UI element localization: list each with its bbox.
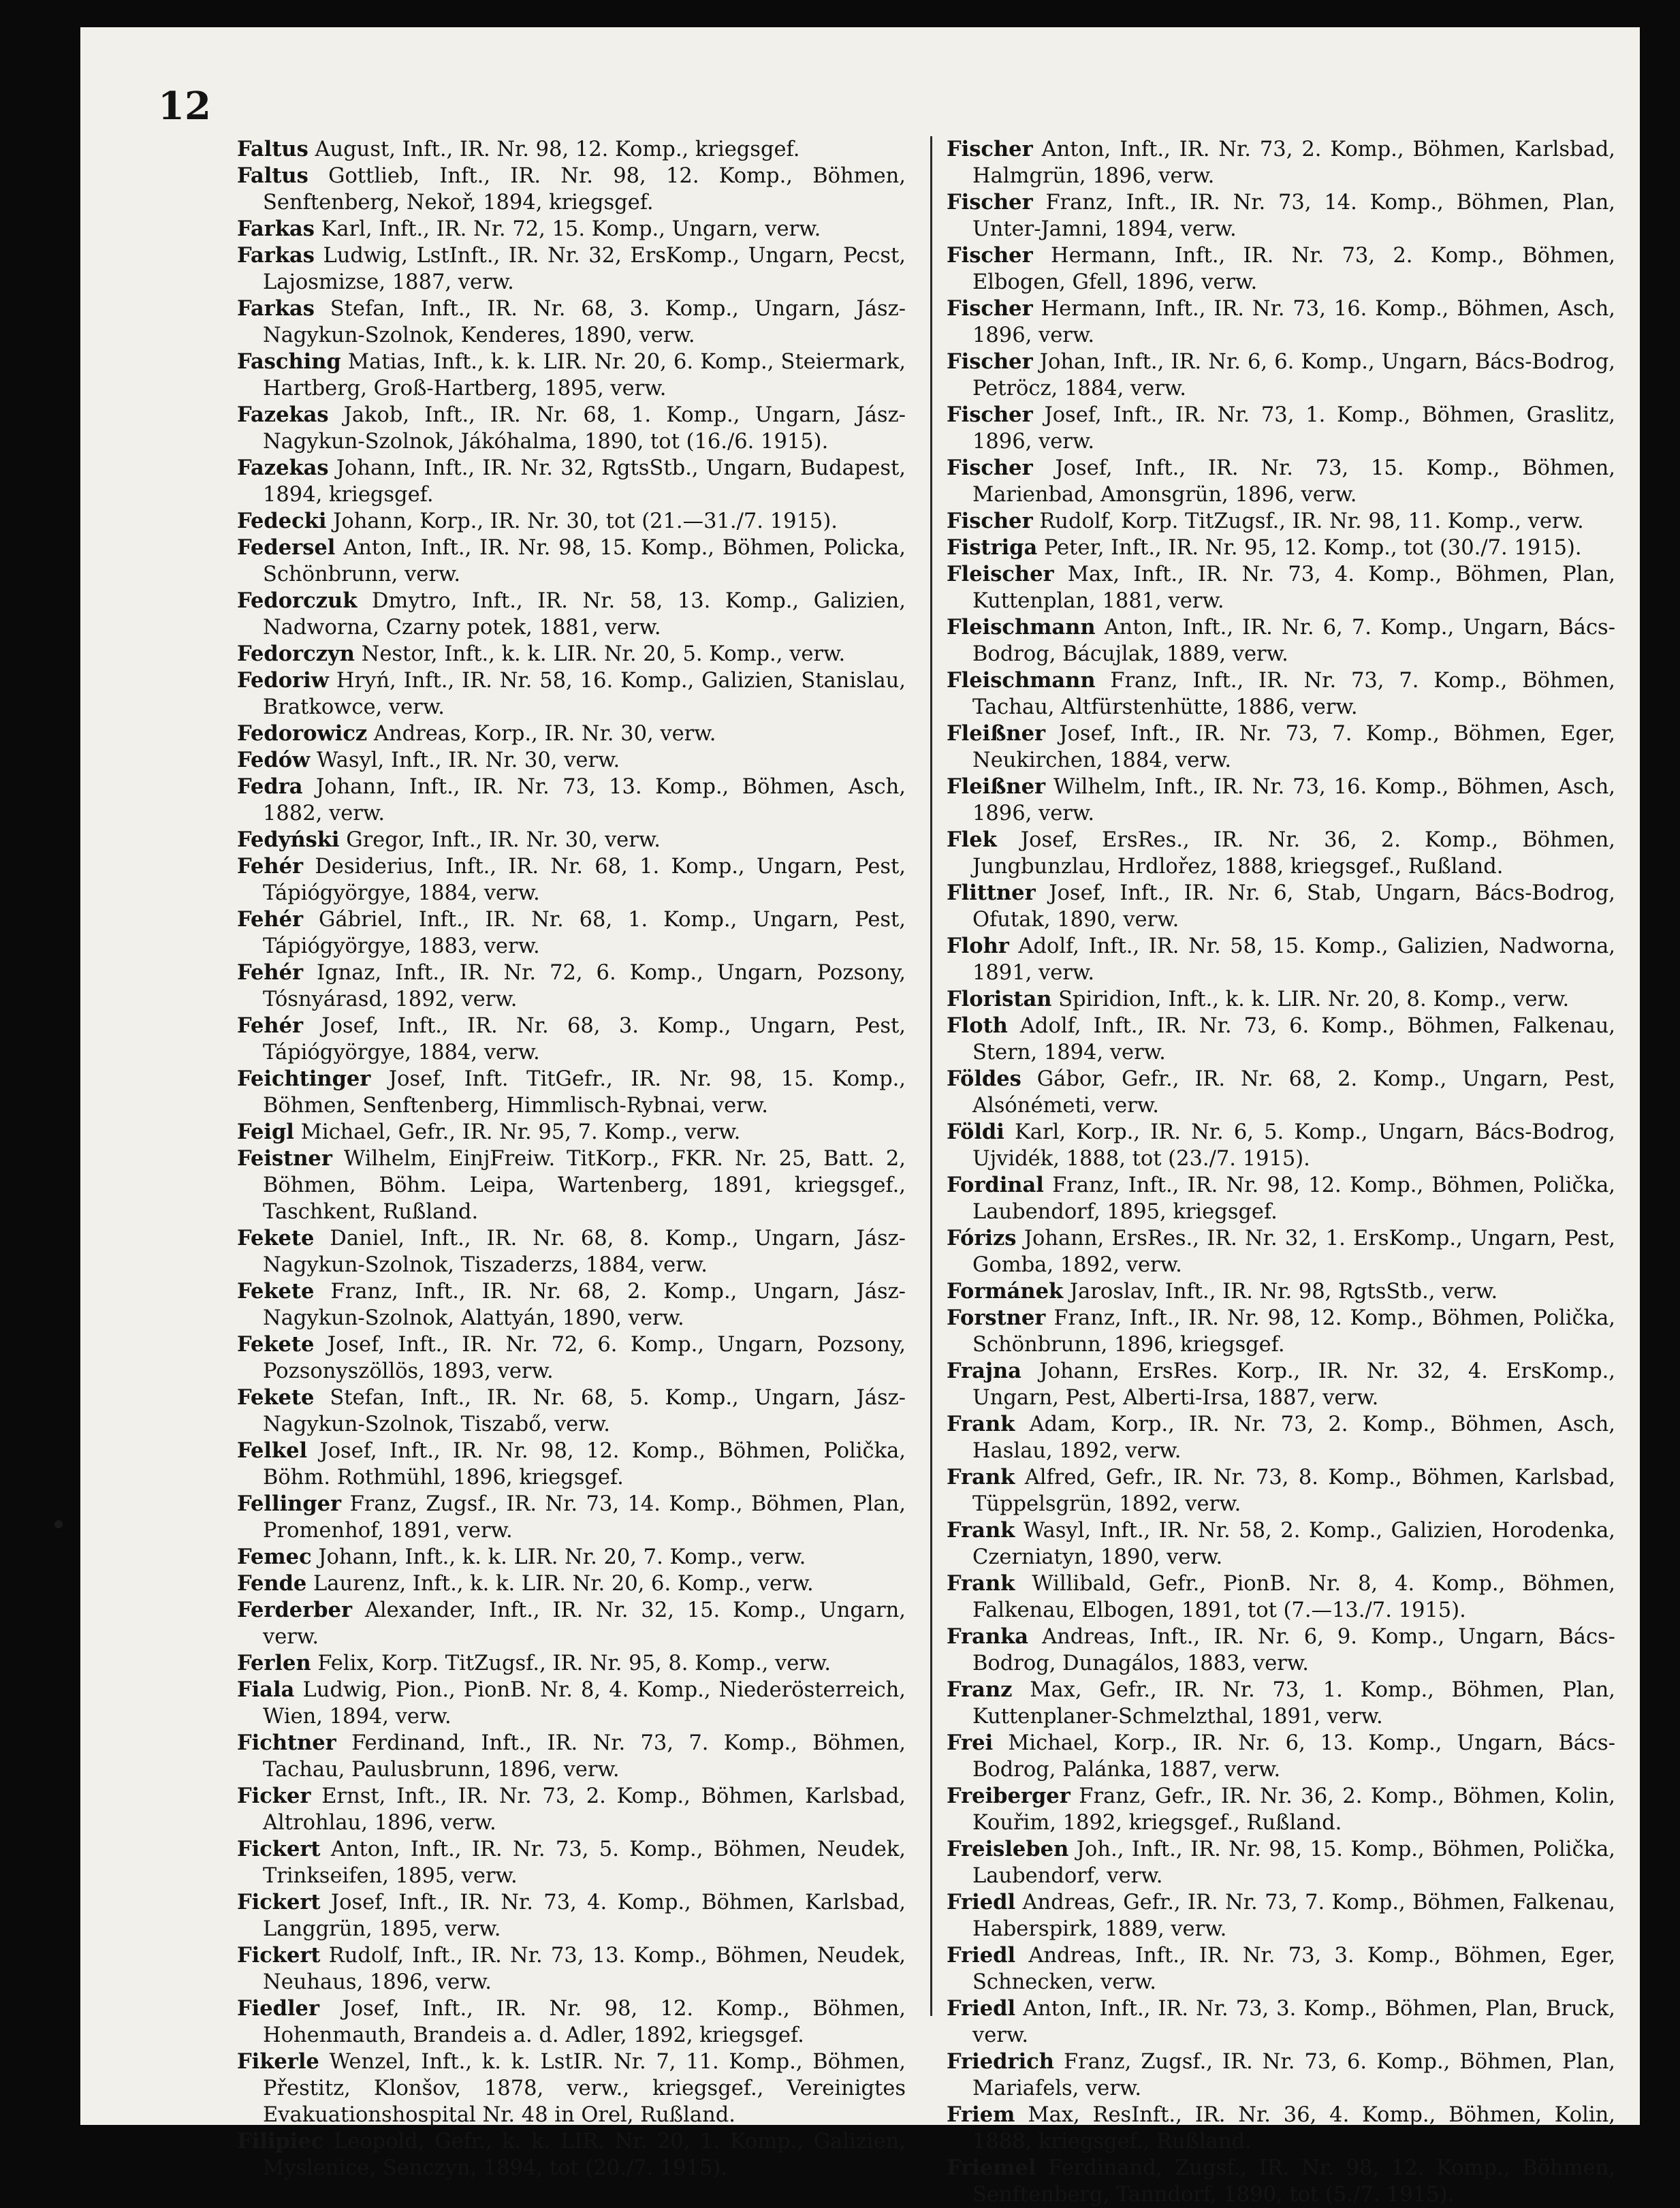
entry-surname: Fiala	[237, 1677, 295, 1702]
entry-details: Jakob, Inft., IR. Nr. 68, 1. Komp., Ungarn, Jász-Nagykun-Szolnok, Jákóhalma, 1890, tot (16./6. 1915).	[263, 403, 906, 454]
entry-surname: Fischer	[947, 349, 1033, 374]
entry-surname: Fleißner	[947, 774, 1046, 799]
entry-details: Michael, Gefr., IR. Nr. 95, 7. Komp., verw.	[300, 1120, 741, 1144]
entry-surname: Fehér	[237, 1013, 304, 1038]
entry-details: Gábor, Gefr., IR. Nr. 68, 2. Komp., Ungarn, Pest, Alsónémeti, verw.	[972, 1067, 1615, 1118]
entry-surname: Fischer	[947, 243, 1033, 268]
entry-details: Karl, Inft., IR. Nr. 72, 15. Komp., Ungarn, verw.	[321, 217, 821, 241]
entry-surname: Friem	[947, 2102, 1015, 2127]
entry-surname: Fleischmann	[947, 615, 1096, 640]
list-item	[947, 1278, 1615, 1305]
list-item	[237, 1730, 906, 1783]
list-item	[947, 1836, 1615, 1889]
list-item	[947, 1996, 1615, 2049]
entry-details: Josef, Inft., IR. Nr. 68, 3. Komp., Ungarn, Pest, Tápiógyörgye, 1884, verw.	[263, 1014, 906, 1064]
list-item	[947, 721, 1615, 774]
list-item	[947, 2155, 1615, 2208]
list-item	[237, 349, 906, 402]
entry-surname: Ferderber	[237, 1598, 353, 1622]
entry-details: Adolf, Inft., IR. Nr. 58, 15. Komp., Galizien, Nadworna, 1891, verw.	[972, 934, 1616, 985]
entry-surname: Fórizs	[947, 1226, 1017, 1250]
list-item	[947, 667, 1615, 721]
entry-surname: Fischer	[947, 190, 1033, 215]
list-item	[237, 1491, 906, 1544]
list-item	[237, 1331, 906, 1385]
entry-details: Andreas, Gefr., IR. Nr. 73, 7. Komp., Böhmen, Falkenau, Haberspirk, 1889, verw.	[972, 1891, 1615, 1941]
entry-details: Josef, Inft., IR. Nr. 98, 12. Komp., Böhmen, Polička, Böhm. Rothmühl, 1896, kriegsgef.	[263, 1439, 906, 1489]
entry-surname: Fellinger	[237, 1492, 342, 1516]
entry-details: Leopold, Gefr., k. k. LIR. Nr. 20, 1. Komp., Galizien, Myslenice, Senczyn, 1894, tot (20./7. 1915).	[263, 2130, 906, 2180]
list-item	[947, 614, 1615, 667]
entry-details: Stefan, Inft., IR. Nr. 68, 3. Komp., Ungarn, Jász-Nagykun-Szolnok, Kenderes, 1890, verw.	[263, 297, 906, 347]
entry-details: Franz, Zugsf., IR. Nr. 73, 6. Komp., Böhmen, Plan, Mariafels, verw.	[972, 2050, 1615, 2100]
entry-surname: Fekete	[237, 1279, 315, 1304]
list-item	[237, 1066, 906, 1119]
list-item	[947, 1517, 1615, 1571]
entry-surname: Freisleben	[947, 1837, 1069, 1861]
entry-details: Josef, Inft., IR. Nr. 72, 6. Komp., Ungarn, Pozsony, Pozsonyszöllös, 1893, verw.	[263, 1333, 906, 1383]
entry-details: Felix, Korp. TitZugsf., IR. Nr. 95, 8. Komp., verw.	[317, 1652, 831, 1675]
list-item	[947, 242, 1615, 296]
entry-details: Wasyl, Inft., IR. Nr. 58, 2. Komp., Galizien, Horodenka, Czerniatyn, 1890, verw.	[972, 1519, 1615, 1569]
entry-details: Anton, Inft., IR. Nr. 73, 2. Komp., Böhmen, Karlsbad, Halmgrün, 1896, verw.	[972, 138, 1615, 188]
entry-surname: Faltus	[237, 163, 308, 188]
entry-details: Max, ResInft., IR. Nr. 36, 4. Komp., Böhmen, Kolin, 1888, kriegsgef., Rußland.	[972, 2103, 1615, 2154]
list-item	[237, 588, 906, 641]
entry-surname: Fleischmann	[947, 668, 1096, 693]
entry-surname: Filipiec	[237, 2129, 324, 2154]
entry-surname: Fordinal	[947, 1173, 1044, 1197]
entry-surname: Frank	[947, 1412, 1015, 1436]
entry-details: Michael, Korp., IR. Nr. 6, 13. Komp., Ungarn, Bács-Bodrog, Palánka, 1887, verw.	[972, 1731, 1615, 1782]
entry-surname: Frei	[947, 1731, 994, 1755]
list-item	[237, 535, 906, 588]
entry-details: Rudolf, Korp. TitZugsf., IR. Nr. 98, 11. Komp., verw.	[1039, 509, 1584, 533]
entry-details: Gábriel, Inft., IR. Nr. 68, 1. Komp., Ungarn, Pest, Tápiógyörgye, 1883, verw.	[263, 908, 906, 958]
list-item	[237, 641, 906, 667]
entry-details: Josef, Inft., IR. Nr. 6, Stab, Ungarn, Bács-Bodrog, Ofutak, 1890, verw.	[972, 881, 1615, 932]
entry-details: Peter, Inft., IR. Nr. 95, 12. Komp., tot (30./7. 1915).	[1043, 536, 1582, 560]
list-item	[237, 1571, 906, 1597]
list-item	[947, 402, 1615, 455]
entry-surname: Fickert	[237, 1837, 321, 1861]
entry-surname: Freiberger	[947, 1784, 1071, 1808]
entry-details: Gottlieb, Inft., IR. Nr. 98, 12. Komp., Böhmen, Senftenberg, Nekoř, 1894, kriegsgef.	[263, 164, 906, 215]
list-item	[947, 1119, 1615, 1172]
entry-surname: Fleißner	[947, 721, 1046, 746]
list-item	[237, 1385, 906, 1438]
entry-surname: Frank	[947, 1571, 1015, 1596]
list-item	[237, 1597, 906, 1650]
entry-details: Gregor, Inft., IR. Nr. 30, verw.	[346, 828, 661, 852]
list-item	[947, 1013, 1615, 1066]
entry-details: Franz, Inft., IR. Nr. 98, 12. Komp., Böhmen, Polička, Schönbrunn, 1896, kriegsgef.	[972, 1306, 1616, 1357]
entry-details: Adolf, Inft., IR. Nr. 73, 6. Komp., Böhmen, Falkenau, Stern, 1894, verw.	[972, 1014, 1615, 1064]
list-item	[947, 1889, 1615, 1942]
list-item	[947, 508, 1615, 535]
entry-details: Ludwig, Pion., PionB. Nr. 8, 4. Komp., Niederösterreich, Wien, 1894, verw.	[263, 1678, 906, 1729]
entry-surname: Fischer	[947, 403, 1033, 427]
list-item	[947, 535, 1615, 561]
entry-details: Anton, Inft., IR. Nr. 6, 7. Komp., Ungarn, Bács-Bodrog, Bácujlak, 1889, verw.	[972, 616, 1616, 666]
list-item	[947, 1942, 1615, 1996]
entry-surname: Floristan	[947, 987, 1052, 1011]
list-item	[237, 1544, 906, 1571]
entry-details: Max, Inft., IR. Nr. 73, 4. Komp., Böhmen, Plan, Kuttenplan, 1881, verw.	[972, 563, 1615, 613]
entry-surname: Feistner	[237, 1146, 332, 1171]
entry-details: Johann, ErsRes., IR. Nr. 32, 1. ErsKomp., Ungarn, Pest, Gomba, 1892, verw.	[972, 1227, 1615, 1277]
list-item	[947, 827, 1615, 880]
list-item	[237, 1677, 906, 1730]
entry-details: Andreas, Inft., IR. Nr. 73, 3. Komp., Böhmen, Eger, Schnecken, verw.	[972, 1944, 1615, 1994]
entry-surname: Fedorczyn	[237, 642, 355, 666]
entry-surname: Fekete	[237, 1332, 315, 1357]
entry-surname: Friedl	[947, 1996, 1016, 2021]
entry-details: Daniel, Inft., IR. Nr. 68, 8. Komp., Ungarn, Jász-Nagykun-Szolnok, Tiszaderzs, 1884, verw.	[263, 1227, 906, 1277]
entry-details: Matias, Inft., k. k. LIR. Nr. 20, 6. Komp., Steiermark, Hartberg, Groß-Hartberg, 1895, verw.	[263, 350, 906, 400]
list-item	[237, 667, 906, 721]
list-item	[947, 1225, 1615, 1278]
entry-surname: Ficker	[237, 1784, 311, 1808]
entry-details: Johann, Inft., IR. Nr. 32, RgtsStb., Ungarn, Budapest, 1894, kriegsgef.	[263, 456, 906, 507]
list-item	[947, 2102, 1615, 2155]
list-item	[947, 1411, 1615, 1464]
list-item	[237, 960, 906, 1013]
entry-details: Franz, Gefr., IR. Nr. 36, 2. Komp., Böhmen, Kolin, Kouřim, 1892, kriegsgef., Rußland.	[972, 1784, 1615, 1835]
entry-surname: Fedra	[237, 774, 303, 799]
list-item	[237, 827, 906, 853]
entry-surname: Fichtner	[237, 1731, 336, 1755]
entry-surname: Fischer	[947, 509, 1033, 533]
entry-details: Wenzel, Inft., k. k. LstIR. Nr. 7, 11. Komp., Böhmen, Přestitz, Klonšov, 1878, verw., kriegsgef., Vereinigtes Evakuationshospital Nr. 48 in Orel, Rußland.	[263, 2050, 906, 2127]
entry-details: Franz, Inft., IR. Nr. 73, 14. Komp., Böhmen, Plan, Unter-Jamni, 1894, verw.	[972, 191, 1615, 241]
entry-details: Hermann, Inft., IR. Nr. 73, 2. Komp., Böhmen, Elbogen, Gfell, 1896, verw.	[972, 244, 1615, 294]
entry-surname: Franka	[947, 1624, 1029, 1649]
entry-details: Joh., Inft., IR. Nr. 98, 15. Komp., Böhmen, Polička, Laubendorf, verw.	[972, 1838, 1615, 1888]
page-number: 12	[158, 84, 211, 129]
entry-surname: Fekete	[237, 1226, 315, 1250]
list-item	[947, 189, 1615, 242]
list-item	[947, 455, 1615, 508]
entry-details: Karl, Korp., IR. Nr. 6, 5. Komp., Ungarn, Bács-Bodrog, Ujvidék, 1888, tot (23./7. 1915).	[972, 1120, 1616, 1171]
entry-surname: Frajna	[947, 1359, 1021, 1383]
entry-details: Ernst, Inft., IR. Nr. 73, 2. Komp., Böhmen, Karlsbad, Altrohlau, 1896, verw.	[263, 1784, 906, 1835]
entry-surname: Frank	[947, 1518, 1015, 1543]
list-item	[947, 1624, 1615, 1677]
list-item	[237, 1278, 906, 1331]
list-item	[237, 1146, 906, 1225]
list-item	[947, 349, 1615, 402]
list-item	[237, 853, 906, 906]
list-item	[947, 986, 1615, 1013]
entry-surname: Federsel	[237, 535, 336, 560]
left-column	[237, 136, 906, 2180]
entry-details: Wilhelm, Inft., IR. Nr. 73, 16. Komp., Böhmen, Asch, 1896, verw.	[972, 775, 1615, 825]
entry-surname: Fekete	[237, 1385, 315, 1410]
entry-surname: Feichtinger	[237, 1067, 371, 1091]
entry-surname: Fehér	[237, 907, 304, 932]
entry-surname: Fischer	[947, 296, 1033, 321]
list-item	[237, 1836, 906, 1889]
entry-surname: Fischer	[947, 456, 1033, 480]
entry-details: Andreas, Korp., IR. Nr. 30, verw.	[373, 722, 716, 746]
list-item	[237, 216, 906, 242]
entry-details: Ferdinand, Zugsf., IR. Nr. 98, 12. Komp., Böhmen, Senftenberg, Tanndorf, 1890, tot (5./7. 1915).	[972, 2156, 1615, 2207]
list-item	[237, 1438, 906, 1491]
entry-details: August, Inft., IR. Nr. 98, 12. Komp., kriegsgef.	[315, 138, 800, 161]
entry-surname: Ferlen	[237, 1651, 311, 1675]
entry-details: Johann, Korp., IR. Nr. 30, tot (21.—31./7. 1915).	[333, 509, 838, 533]
list-item	[237, 1650, 906, 1677]
entry-details: Ludwig, LstInft., IR. Nr. 32, ErsKomp., Ungarn, Pecst, Lajosmizse, 1887, verw.	[263, 244, 906, 294]
list-item	[947, 933, 1615, 986]
entry-surname: Farkas	[237, 296, 315, 321]
entry-details: Franz, Inft., IR. Nr. 68, 2. Komp., Ungarn, Jász-Nagykun-Szolnok, Alattyán, 1890, verw.	[263, 1280, 906, 1330]
entry-details: Ignaz, Inft., IR. Nr. 72, 6. Komp., Ungarn, Pozsony, Tósnyárasd, 1892, verw.	[263, 961, 906, 1011]
entry-details: Johann, ErsRes. Korp., IR. Nr. 32, 4. ErsKomp., Ungarn, Pest, Alberti-Irsa, 1887, verw.	[972, 1359, 1616, 1410]
list-item	[237, 1942, 906, 1996]
list-item	[237, 2128, 906, 2181]
entry-details: Dmytro, Inft., IR. Nr. 58, 13. Komp., Galizien, Nadworna, Czarny potek, 1881, verw.	[263, 589, 906, 640]
list-item	[947, 774, 1615, 827]
list-item	[947, 1677, 1615, 1730]
entry-surname: Fedorczuk	[237, 588, 358, 613]
entry-surname: Friedrich	[947, 2049, 1054, 2074]
list-item	[237, 242, 906, 296]
entry-details: Wilhelm, EinjFreiw. TitKorp., FKR. Nr. 25, Batt. 2, Böhmen, Böhm. Leipa, Wartenberg, 1891, kriegsgef., Taschkent, Rußland.	[263, 1147, 906, 1224]
list-item	[237, 455, 906, 508]
list-item	[947, 1783, 1615, 1836]
entry-details: Laurenz, Inft., k. k. LIR. Nr. 20, 6. Komp., verw.	[313, 1572, 814, 1596]
entry-details: Franz, Inft., IR. Nr. 98, 12. Komp., Böhmen, Polička, Laubendorf, 1895, kriegsgef.	[972, 1173, 1615, 1224]
entry-surname: Fedecki	[237, 509, 327, 533]
entry-surname: Farkas	[237, 217, 315, 241]
list-item	[947, 1066, 1615, 1119]
entry-surname: Földes	[947, 1067, 1021, 1091]
list-item	[947, 1305, 1615, 1358]
entry-details: Johann, Inft., IR. Nr. 73, 13. Komp., Böhmen, Asch, 1882, verw.	[263, 775, 906, 825]
entry-surname: Forstner	[947, 1306, 1046, 1330]
entry-details: Johann, Inft., k. k. LIR. Nr. 20, 7. Komp., verw.	[318, 1545, 806, 1569]
list-item	[947, 561, 1615, 614]
entry-surname: Friedl	[947, 1943, 1016, 1968]
entry-surname: Formánek	[947, 1279, 1064, 1304]
entry-surname: Faltus	[237, 137, 308, 161]
list-item	[947, 1172, 1615, 1225]
entry-details: Stefan, Inft., IR. Nr. 68, 5. Komp., Ungarn, Jász-Nagykun-Szolnok, Tiszabő, verw.	[263, 1386, 906, 1436]
entry-details: Franz, Zugsf., IR. Nr. 73, 14. Komp., Böhmen, Plan, Promenhof, 1891, verw.	[263, 1492, 906, 1543]
entry-surname: Fikerle	[237, 2049, 319, 2074]
entry-details: Josef, Inft., IR. Nr. 73, 1. Komp., Böhmen, Graslitz, 1896, verw.	[972, 403, 1615, 454]
entry-details: Anton, Inft., IR. Nr. 98, 15. Komp., Böhmen, Policka, Schönbrunn, verw.	[263, 536, 906, 586]
entry-details: Max, Gefr., IR. Nr. 73, 1. Komp., Böhmen, Plan, Kuttenplaner-Schmelzthal, 1891, verw.	[972, 1678, 1615, 1729]
entry-surname: Fedorowicz	[237, 721, 368, 746]
list-item	[947, 1571, 1615, 1624]
column-divider	[930, 136, 932, 2016]
list-item	[237, 296, 906, 349]
entry-surname: Fende	[237, 1571, 307, 1596]
list-item	[237, 402, 906, 455]
list-item	[237, 1889, 906, 1942]
entry-details: Rudolf, Inft., IR. Nr. 73, 13. Komp., Böhmen, Neudek, Neuhaus, 1896, verw.	[263, 1944, 906, 1994]
entry-details: Willibald, Gefr., PionB. Nr. 8, 4. Komp., Böhmen, Falkenau, Elbogen, 1891, tot (7.—13./7. 1915).	[972, 1572, 1616, 1622]
right-column	[947, 136, 1616, 2207]
entry-surname: Fleischer	[947, 562, 1054, 586]
list-item	[947, 1358, 1615, 1411]
entry-surname: Fistriga	[947, 535, 1038, 560]
entry-surname: Flek	[947, 827, 997, 852]
entry-surname: Fickert	[237, 1943, 321, 1968]
list-item	[237, 774, 906, 827]
entry-surname: Fickert	[237, 1890, 321, 1914]
entry-surname: Flittner	[947, 881, 1036, 905]
entry-details: Nestor, Inft., k. k. LIR. Nr. 20, 5. Komp., verw.	[361, 642, 846, 666]
entry-surname: Flohr	[947, 934, 1009, 958]
entry-details: Josef, Inft. TitGefr., IR. Nr. 98, 15. Komp., Böhmen, Senftenberg, Himmlisch-Rybnai, verw.	[263, 1067, 906, 1118]
entry-details: Josef, Inft., IR. Nr. 73, 7. Komp., Böhmen, Eger, Neukirchen, 1884, verw.	[972, 722, 1615, 772]
entry-details: Jaroslav, Inft., IR. Nr. 98, RgtsStb., verw.	[1069, 1280, 1498, 1304]
entry-surname: Fedyński	[237, 827, 340, 852]
list-item	[237, 508, 906, 535]
list-item	[947, 880, 1615, 933]
list-item	[237, 747, 906, 774]
entry-surname: Fehér	[237, 854, 304, 879]
entry-surname: Felkel	[237, 1438, 308, 1463]
list-item	[237, 163, 906, 216]
entry-surname: Femec	[237, 1545, 312, 1569]
entry-details: Hermann, Inft., IR. Nr. 73, 16. Komp., Böhmen, Asch, 1896, verw.	[972, 297, 1615, 347]
entry-surname: Friedl	[947, 1890, 1016, 1914]
entry-details: Adam, Korp., IR. Nr. 73, 2. Komp., Böhmen, Asch, Haslau, 1892, verw.	[972, 1413, 1615, 1463]
entry-details: Ferdinand, Inft., IR. Nr. 73, 7. Komp., Böhmen, Tachau, Paulusbrunn, 1896, verw.	[263, 1731, 906, 1782]
entry-details: Alexander, Inft., IR. Nr. 32, 15. Komp., Ungarn, verw.	[263, 1598, 906, 1649]
margin-dot	[54, 1520, 63, 1528]
entry-surname: Fedoriw	[237, 668, 329, 693]
entry-surname: Fiedler	[237, 1996, 320, 2021]
entry-surname: Fischer	[947, 137, 1033, 161]
entry-details: Anton, Inft., IR. Nr. 73, 5. Komp., Böhmen, Neudek, Trinkseifen, 1895, verw.	[263, 1838, 906, 1888]
entry-details: Johan, Inft., IR. Nr. 6, 6. Komp., Ungarn, Bács-Bodrog, Petröcz, 1884, verw.	[972, 350, 1615, 400]
list-item	[947, 296, 1615, 349]
entry-details: Josef, Inft., IR. Nr. 73, 4. Komp., Böhmen, Karlsbad, Langgrün, 1895, verw.	[263, 1891, 906, 1941]
entry-surname: Földi	[947, 1120, 1004, 1144]
list-item	[237, 906, 906, 960]
list-item	[237, 721, 906, 747]
entry-surname: Floth	[947, 1013, 1008, 1038]
entry-surname: Fazekas	[237, 456, 329, 480]
entry-surname: Fazekas	[237, 403, 329, 427]
list-item	[947, 2049, 1615, 2102]
entry-details: Josef, ErsRes., IR. Nr. 36, 2. Komp., Böhmen, Jungbunzlau, Hrdlořez, 1888, kriegsgef., Rußland.	[972, 828, 1615, 879]
list-item	[947, 136, 1615, 189]
list-item	[237, 1013, 906, 1066]
list-item	[947, 1730, 1615, 1783]
entry-surname: Fedów	[237, 748, 311, 772]
entry-details: Desiderius, Inft., IR. Nr. 68, 1. Komp., Ungarn, Pest, Tápiógyörgye, 1884, verw.	[263, 855, 906, 905]
list-item	[237, 1996, 906, 2049]
list-item	[237, 1783, 906, 1836]
entry-details: Anton, Inft., IR. Nr. 73, 3. Komp., Böhmen, Plan, Bruck, verw.	[972, 1997, 1615, 2047]
list-item	[237, 2049, 906, 2128]
entry-surname: Farkas	[237, 243, 315, 268]
entry-details: Wasyl, Inft., IR. Nr. 30, verw.	[317, 748, 620, 772]
entry-surname: Feigl	[237, 1120, 294, 1144]
entry-details: Franz, Inft., IR. Nr. 73, 7. Komp., Böhmen, Tachau, Altfürstenhütte, 1886, verw.	[972, 669, 1615, 719]
list-item	[237, 1119, 906, 1146]
entry-details: Andreas, Inft., IR. Nr. 6, 9. Komp., Ungarn, Bács-Bodrog, Dunagálos, 1883, verw.	[972, 1625, 1615, 1675]
entry-surname: Frank	[947, 1465, 1015, 1489]
list-item	[237, 136, 906, 163]
list-item	[947, 1464, 1615, 1517]
entry-details: Spiridion, Inft., k. k. LIR. Nr. 20, 8. Komp., verw.	[1058, 988, 1570, 1011]
list-item	[237, 1225, 906, 1278]
entry-surname: Franz	[947, 1677, 1013, 1702]
entry-details: Hryń, Inft., IR. Nr. 58, 16. Komp., Galizien, Stanislau, Bratkowce, verw.	[263, 669, 906, 719]
entry-surname: Fasching	[237, 349, 341, 374]
entry-details: Alfred, Gefr., IR. Nr. 73, 8. Komp., Böhmen, Karlsbad, Tüppelsgrün, 1892, verw.	[972, 1466, 1615, 1516]
entry-details: Josef, Inft., IR. Nr. 73, 15. Komp., Böhmen, Marienbad, Amonsgrün, 1896, verw.	[972, 456, 1615, 507]
entry-surname: Fehér	[237, 960, 304, 985]
entry-surname: Friemel	[947, 2156, 1036, 2180]
entry-details: Josef, Inft., IR. Nr. 98, 12. Komp., Böhmen, Hohenmauth, Brandeis a. d. Adler, 1892, kriegsgef.	[263, 1997, 906, 2047]
